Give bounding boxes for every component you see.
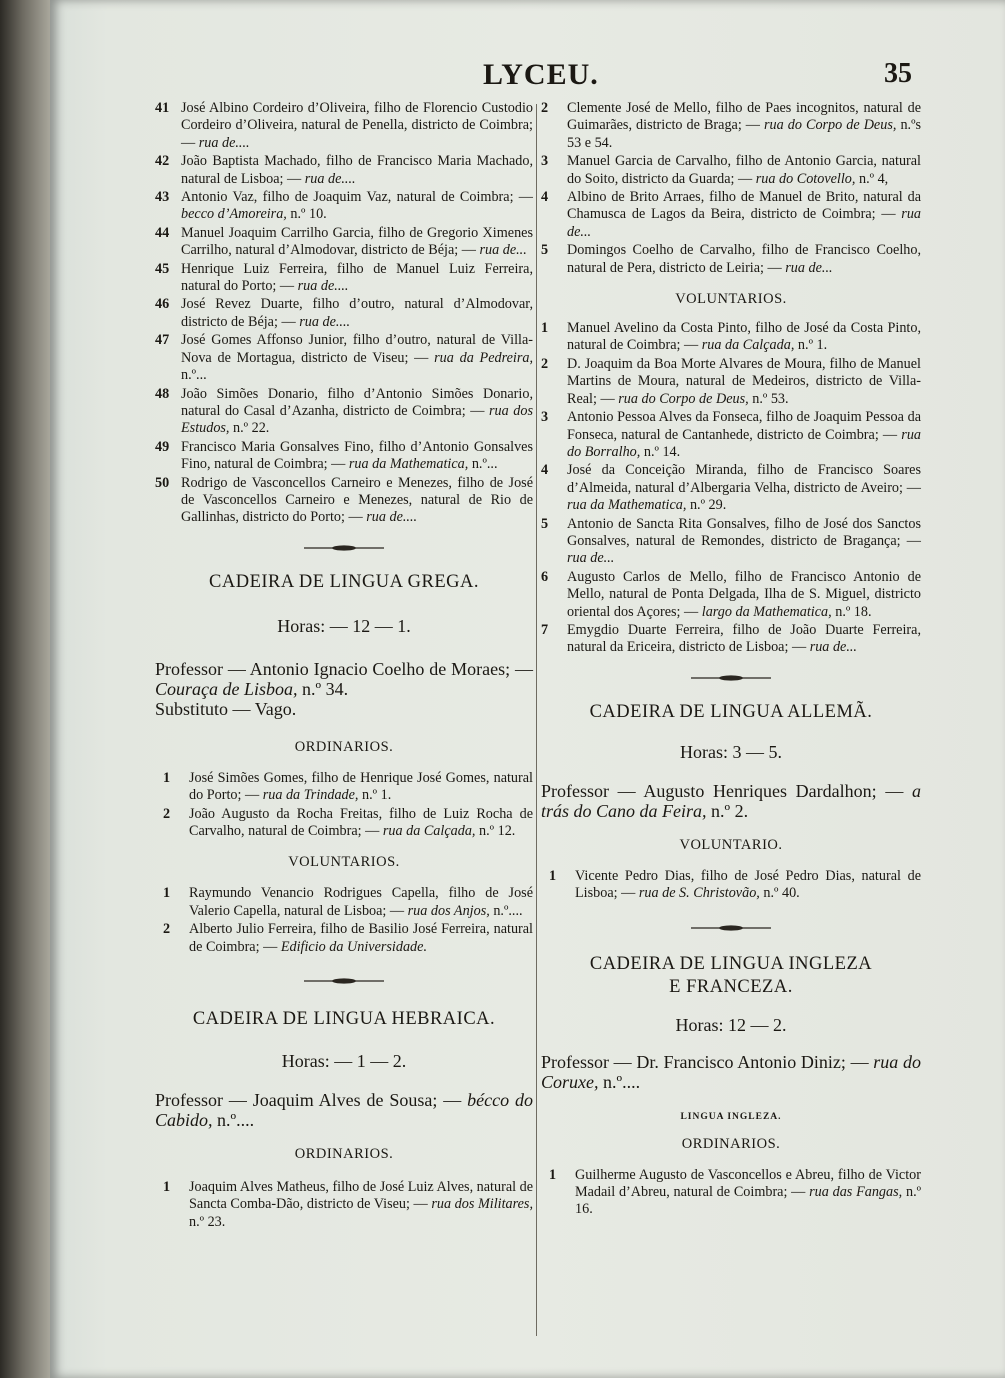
entry-address: rua da Pedreira, (434, 349, 533, 366)
list-item (155, 332, 533, 384)
entry-text: Vicente Pedro Dias, filho de José Pedro Dias, natural de Lisboa; — (575, 867, 921, 902)
list-item (541, 622, 921, 657)
list-item (541, 153, 921, 188)
left-column (155, 100, 533, 1232)
entry-text: Raymundo Venancio Rodrigues Capella, filho de José Valerio Capella, natural de Lisboa; — (189, 885, 533, 919)
lingua-ingleza-label: LINGUA INGLEZA. (680, 1111, 782, 1122)
entry-number-suffix: n.º 10. (290, 206, 327, 223)
section-title-ingleza: CADEIRA DE LINGUA INGLEZA (589, 953, 873, 974)
entry-number-suffix: n.º 18. (835, 603, 872, 620)
entry-number: 50 (155, 474, 170, 491)
entry-number-suffix: n.º 53. (752, 390, 789, 407)
entry-text: Augusto Carlos de Mello, filho de Francisco Antonio de Mello, natural de Ponta Delgada, Ilha de S. Miguel, districto oriental dos Açores; — (567, 568, 921, 620)
entry-text: Domingos Coelho de Carvalho, filho de Francisco Coelho, natural de Pera, districto de Leiria; — (567, 242, 921, 276)
entry-number-suffix: n.º... (471, 456, 498, 473)
list-item (541, 189, 921, 241)
entry-text: João Simões Donario, filho d’Antonio Simões Donario, natural do Casal d’Azanha, districto de Coimbra; — (181, 385, 533, 419)
entry-text: José Gomes Affonso Junior, filho d’outro, natural de Villa-Nova de Mortagua, districto de Viseu; — (181, 332, 533, 366)
entry-address: rua das Fangas, (809, 1184, 903, 1200)
horas-hebraica: Horas: — 1 — 2. (281, 1051, 407, 1071)
list-item (549, 1167, 921, 1219)
ordinarios-label: ORDINARIOS. (294, 738, 394, 755)
entry-text: Alberto Julio Ferreira, filho de Basilio José Ferreira, natural de Coimbra; — (189, 921, 533, 955)
entry-number: 4 (541, 189, 549, 206)
entry-text: José Revez Duarte, filho d’outro, natural d’Almodovar, districto de Béja; — (181, 296, 533, 330)
entry-number-suffix: n.º... (181, 367, 207, 384)
ordinarios-label: ORDINARIOS. (681, 1135, 781, 1152)
section-title-hebraica: CADEIRA DE LINGUA HEBRAICA. (192, 1009, 496, 1029)
entry-text: José Albino Cordeiro d’Oliveira, filho de Florencio Custodio Cordeiro d’Oliveira, natural de Penella, districto de Coimbra; — (181, 100, 533, 151)
entry-list (541, 320, 921, 657)
entry-text: Rodrigo de Vasconcellos Carneiro e Menezes, filho de José de Vasconcellos Carneiro e Menezes, natural de Rio de Gallinhas, districto do Porto; — (181, 474, 533, 526)
book-spine (0, 0, 50, 1378)
entry-address: rua de... (809, 639, 857, 656)
entry-number: 3 (541, 153, 549, 170)
entry-list (155, 100, 533, 527)
list-item (163, 921, 533, 956)
ornament-divider (691, 673, 771, 683)
section-title-grega: CADEIRA DE LINGUA GREGA. (209, 571, 479, 592)
list-item (163, 1179, 533, 1231)
list-item (155, 189, 533, 224)
entry-number-suffix: n.º 23. (189, 1213, 226, 1230)
entry-address: rua de.... (366, 509, 418, 526)
entry-number: 44 (155, 224, 170, 241)
entry-address: rua de S. Christovão, (638, 885, 760, 902)
entry-number: 1 (163, 1179, 171, 1195)
entry-address: rua dos Estudos, (181, 402, 534, 437)
list-item (155, 386, 533, 438)
list-item (541, 356, 921, 408)
entry-list (155, 1179, 533, 1231)
entry-number: 1 (549, 867, 557, 884)
entry-number: 7 (541, 621, 549, 638)
entry-text: Antonio de Sancta Rita Gonsalves, filho de José dos Sanctos Gonsalves, natural de Remondes, districto de Bragança; — (567, 515, 921, 549)
entry-number: 2 (541, 100, 549, 116)
substituto-grega: Substituto — Vago. (155, 698, 297, 719)
entry-address: rua do Corpo de Deus, (618, 390, 749, 407)
entry-text: Manuel Joaquim Carrilho Garcia, filho de Gregorio Ximenes Carrilho, natural d’Almodovar, districto de Béja; — (181, 224, 533, 259)
entry-number: 1 (541, 320, 549, 337)
entry-address: rua de... (785, 259, 833, 276)
entry-text: João Augusto da Rocha Freitas, filho de Luiz Rocha de Carvalho, natural de Coimbra; — (189, 805, 533, 839)
professor-ingleza: Professor — Dr. Francisco Antonio Diniz; — rua do Coruxe, n.º.... (541, 1051, 921, 1092)
page-number: 35 (884, 58, 912, 89)
entry-address: rua do Corpo de Deus, (764, 117, 897, 134)
entry-number-suffix: n.º 22. (233, 420, 270, 437)
entry-text: Joaquim Alves Matheus, filho de José Luiz Alves, natural de Sancta Comba-Dão, districto de Viseu; — (189, 1179, 533, 1213)
entry-number-suffix: n.ºs 53 e 54. (567, 117, 921, 151)
list-item (155, 225, 533, 260)
entry-text: Albino de Brito Arraes, filho de Manuel de Brito, natural da Chamusca de Lagos da Beira, districto de Coimbra; — (567, 189, 921, 223)
entry-address: rua da Calçada, (701, 337, 795, 354)
horas-ingleza: Horas: 12 — 2. (675, 1014, 787, 1035)
entry-text: Antonio Vaz, filho de Joaquim Vaz, natural de Coimbra; — (181, 189, 533, 206)
entry-number: 2 (163, 921, 171, 938)
entry-number: 43 (155, 189, 170, 206)
horas-allema: Horas: 3 — 5. (680, 741, 782, 762)
entry-number: 1 (163, 769, 171, 786)
entry-address: rua da Trindade, (262, 787, 359, 804)
entry-number: 4 (541, 462, 549, 479)
list-item (163, 806, 533, 841)
entry-number-suffix: n.º.... (493, 902, 523, 919)
list-item (155, 100, 533, 152)
entry-number-suffix: n.º 1. (797, 337, 828, 354)
entry-number: 2 (163, 805, 171, 822)
voluntario-label: VOLUNTARIO. (679, 836, 783, 853)
list-item (541, 320, 921, 355)
ornament-divider (304, 543, 384, 553)
entry-address: rua da Mathematica, (567, 497, 687, 514)
entry-number: 47 (155, 332, 170, 349)
entry-number: 3 (541, 409, 549, 426)
entry-text: Emygdio Duarte Ferreira, filho de João Duarte Ferreira, natural da Ericeira, districto de Lisboa; — (567, 621, 921, 656)
entry-address: largo da Mathematica, (701, 603, 832, 620)
running-header: LYCEU. (483, 58, 599, 91)
entry-number-suffix: n.º 14. (643, 443, 681, 460)
ornament-divider (691, 923, 771, 933)
entry-list (541, 1167, 921, 1219)
entry-list (155, 770, 533, 841)
entry-text: Henrique Luiz Ferreira, filho de Manuel Luiz Ferreira, natural do Porto; — (181, 260, 533, 295)
entry-number: 5 (541, 515, 549, 532)
entry-number: 48 (155, 385, 170, 402)
entry-text: Clemente José de Mello, filho de Paes incognitos, natural de Guimarães, districto de Braga; — (567, 100, 921, 134)
list-item (549, 868, 921, 903)
entry-address: rua da Mathematica, (348, 456, 469, 473)
list-item (541, 100, 921, 152)
horas-grega: Horas: — 12 — 1. (277, 615, 411, 636)
voluntarios-label: VOLUNTARIOS. (288, 854, 400, 871)
entry-number: 6 (541, 568, 549, 585)
entry-address: rua de... (479, 242, 527, 259)
list-item (541, 242, 921, 277)
entry-address: rua dos Anjos, (407, 902, 490, 919)
list-item (155, 153, 533, 188)
entry-number: 46 (155, 296, 170, 313)
entry-address: rua do Cotovello, (755, 170, 856, 187)
professor-grega: Professor — Antonio Ignacio Coelho de Moraes; — Couraça de Lisboa, n.º 34. (155, 658, 533, 699)
entry-number: 1 (549, 1166, 557, 1183)
list-item (163, 770, 533, 805)
list-item (541, 516, 921, 568)
entry-number: 41 (155, 100, 170, 116)
entry-text: Guilherme Augusto de Vasconcellos e Abreu, filho de Victor Madail d’Abreu, natural de Coimbra; — (575, 1166, 921, 1200)
entry-address: Edificio da Universidade. (280, 938, 427, 955)
entry-text: Antonio Pessoa Alves da Fonseca, filho de Joaquim Pessoa da Fonseca, natural de Cantanhede, districto de Coimbra; — (567, 409, 921, 443)
entry-number: 1 (163, 885, 171, 902)
entry-address: rua de.... (297, 278, 349, 295)
entry-list (541, 100, 921, 277)
entry-address: rua de... (567, 550, 615, 567)
professor-allema: Professor — Augusto Henriques Dardalhon; — a trás do Cano da Feira, n.º 2. (541, 780, 921, 821)
entry-number-suffix: n.º 16. (575, 1184, 922, 1218)
ornament-divider (304, 976, 384, 986)
right-column (541, 100, 921, 1220)
list-item (155, 261, 533, 296)
entry-number-suffix: n.º 40. (763, 885, 800, 902)
entry-number-suffix: n.º 12. (479, 822, 516, 839)
list-item (155, 439, 533, 474)
voluntarios-label: VOLUNTARIOS. (675, 291, 787, 308)
professor-hebraica: Professor — Joaquim Alves de Sousa; — bécco do Cabido, n.º.... (155, 1090, 534, 1130)
list-item (541, 569, 921, 621)
entry-number: 45 (155, 260, 170, 277)
entry-address: rua de.... (304, 170, 356, 187)
list-item (541, 462, 921, 514)
entry-list (155, 885, 533, 956)
ordinarios-label: ORDINARIOS. (294, 1146, 394, 1162)
section-title-allema: CADEIRA DE LINGUA ALLEMÃ. (589, 701, 873, 722)
list-item (163, 885, 533, 920)
entry-text: Francisco Maria Gonsalves Fino, filho d’Antonio Gonsalves Fino, natural de Coimbra; — (181, 438, 533, 473)
entry-text: José da Conceição Miranda, filho de Francisco Soares d’Almeida, natural d’Albergaria Velha, districto de Aveiro; — (567, 462, 921, 496)
entry-number: 2 (541, 355, 549, 372)
entry-address: rua de... (567, 206, 922, 240)
column-rule (536, 104, 537, 1336)
entry-list (541, 868, 921, 903)
entry-text: João Baptista Machado, filho de Francisco Maria Machado, natural de Lisboa; — (181, 153, 533, 187)
entry-text: Manuel Avelino da Costa Pinto, filho de José da Costa Pinto, natural de Coimbra; — (567, 320, 921, 354)
entry-text: D. Joaquim da Boa Morte Alvares de Moura, filho de Manuel Martins de Moura, natural de Medeiros, districto de Villa-Real; — (567, 355, 921, 407)
entry-address: becco d’Amoreira, (181, 206, 287, 223)
entry-number: 49 (155, 438, 170, 455)
entry-number-suffix: n.º 4, (859, 170, 889, 187)
entry-text: Manuel Garcia de Carvalho, filho de Antonio Garcia, natural do Soito, districto da Guarda; — (567, 153, 921, 187)
entry-text: José Simões Gomes, filho de Henrique José Gomes, natural do Porto; — (189, 769, 533, 804)
list-item (155, 296, 533, 331)
entry-address: rua do Borralho, (567, 426, 922, 460)
entry-number: 42 (155, 153, 170, 170)
list-item (155, 475, 533, 527)
entry-number: 5 (541, 242, 549, 259)
section-title-ingleza-line2: E FRANCEZA. (669, 976, 793, 997)
entry-address: rua da Calçada, (382, 822, 476, 839)
entry-address: rua dos Militares, (431, 1196, 534, 1213)
entry-number-suffix: n.º 29. (689, 497, 727, 514)
entry-number-suffix: n.º 1. (362, 787, 392, 804)
entry-address: rua de.... (299, 313, 351, 330)
entry-address: rua de.... (198, 134, 250, 151)
list-item (541, 409, 921, 461)
